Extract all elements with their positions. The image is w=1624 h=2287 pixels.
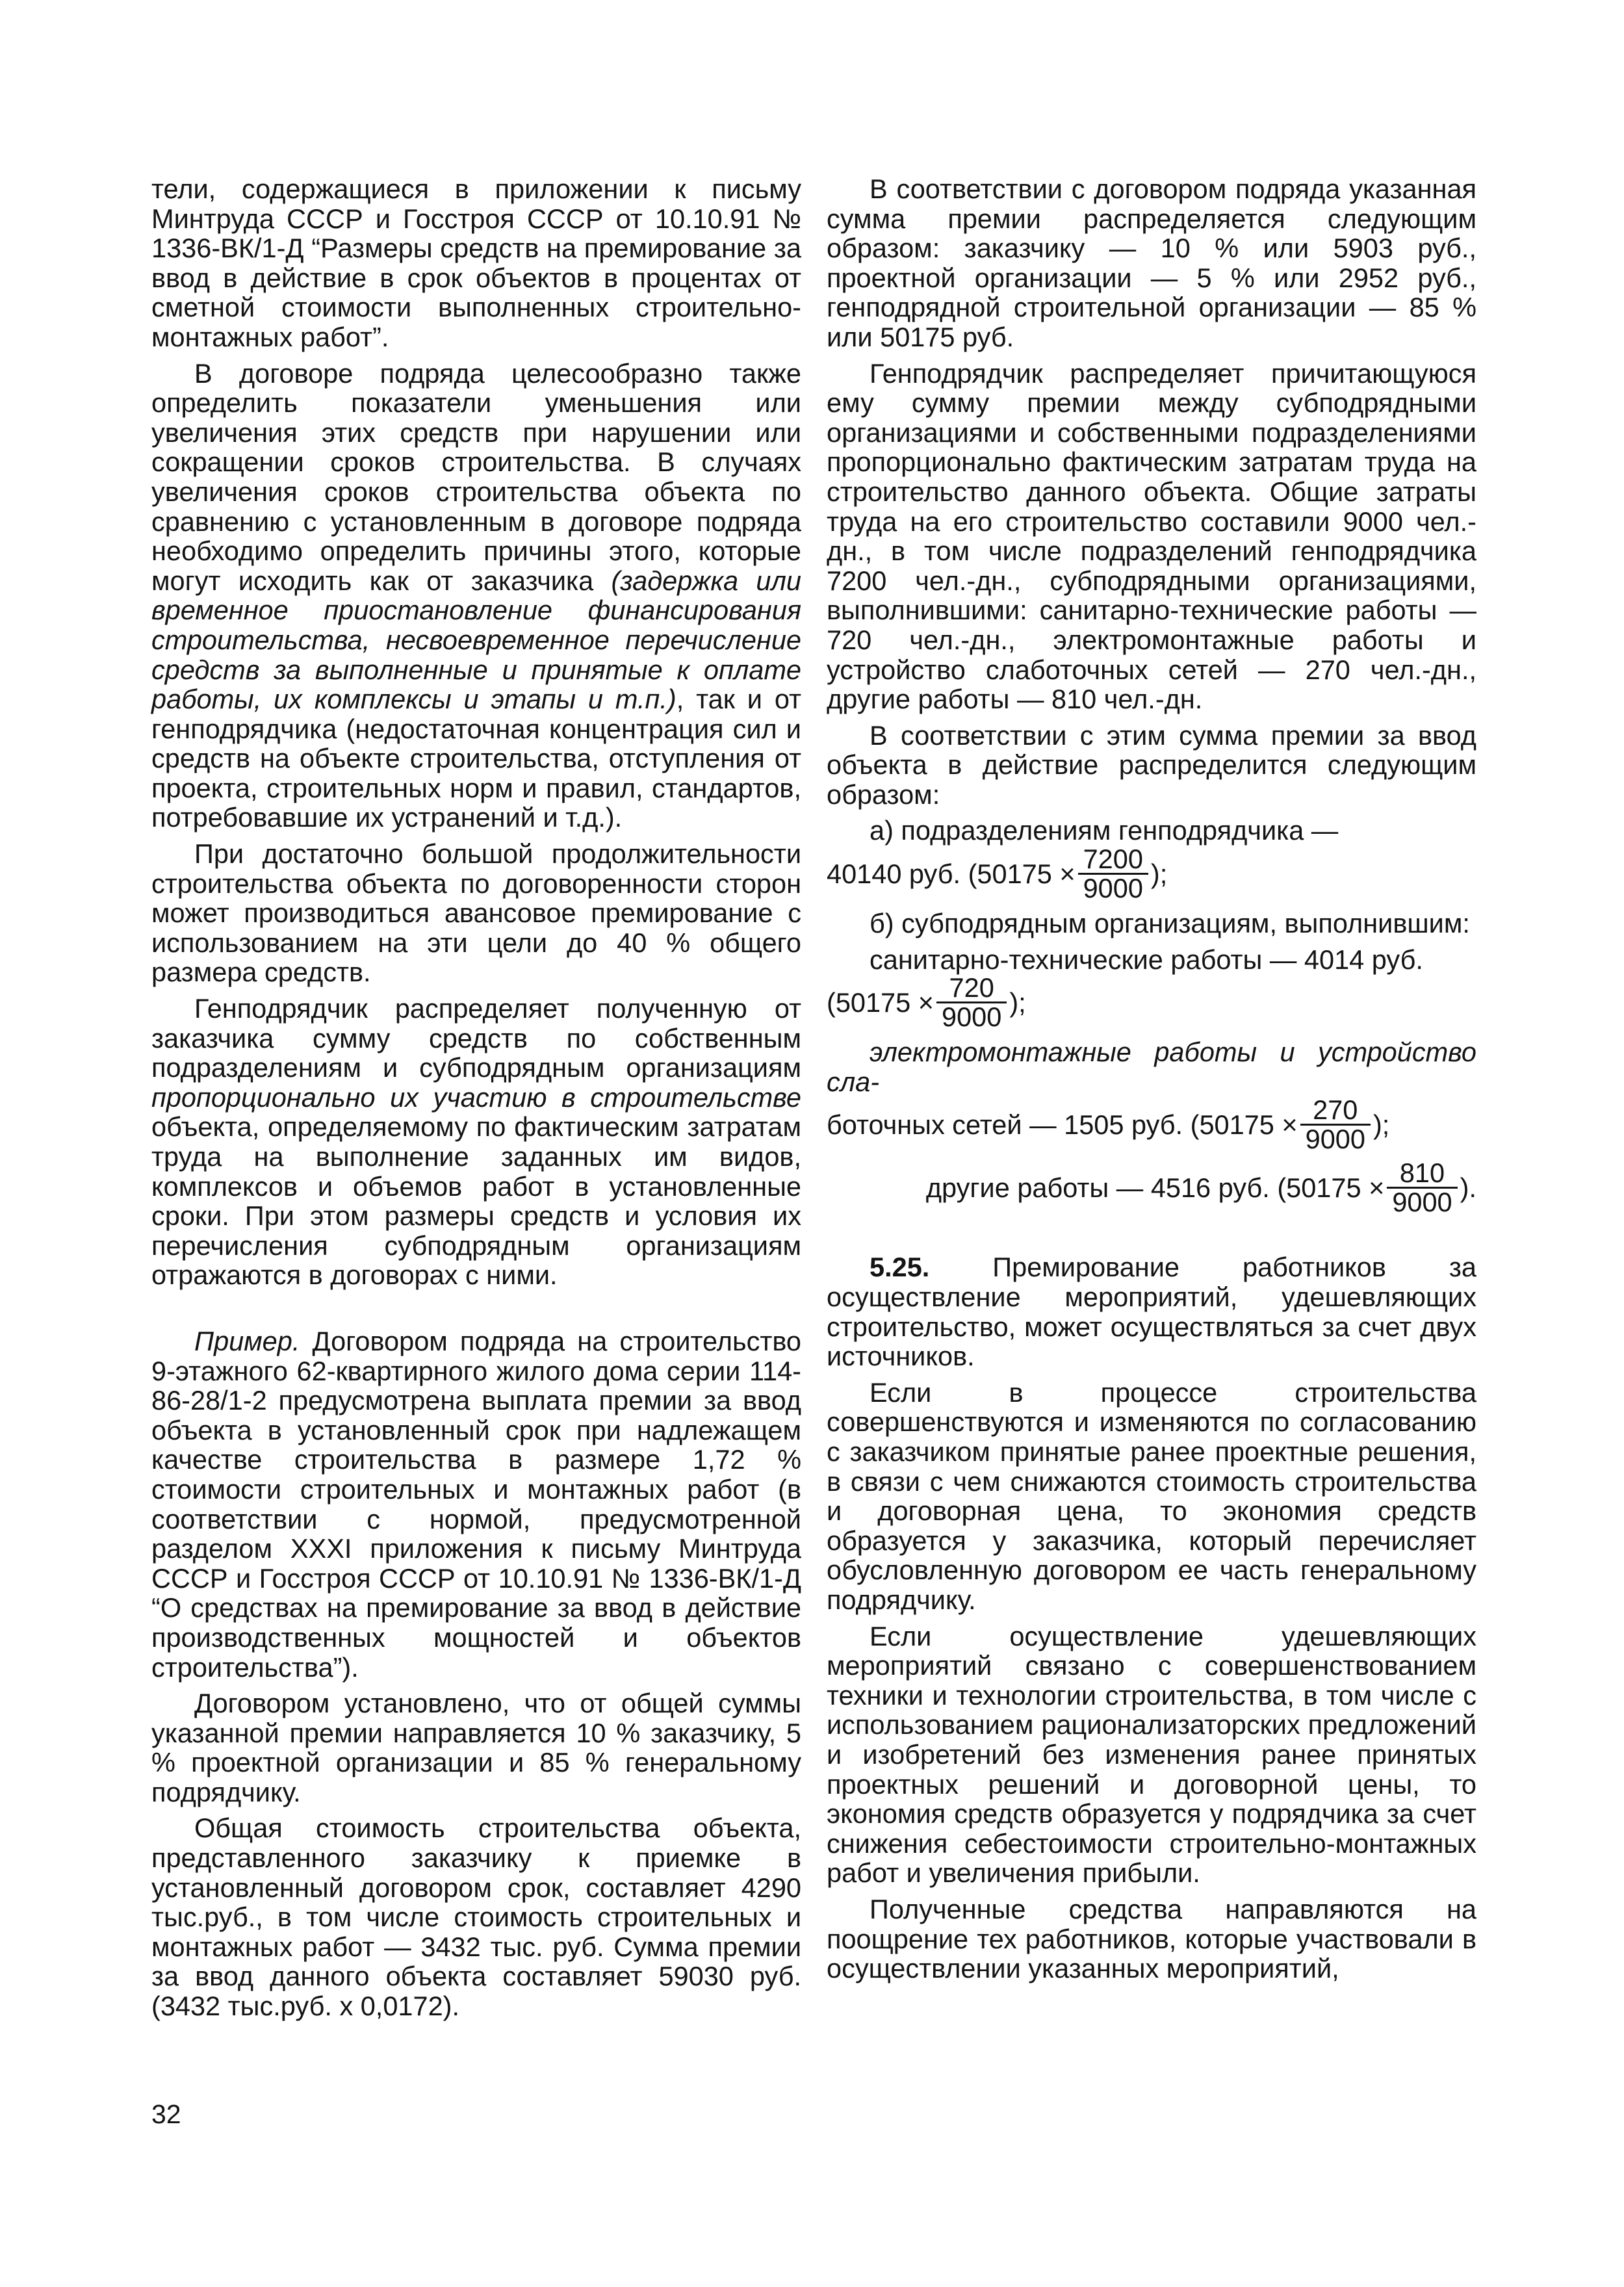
fraction-numerator: 7200 <box>1078 846 1148 875</box>
text-run: , так и от генподрядчика (недостаточная концентрация сил и средств на объекте строительства, отступления от проекта, строительных норм и правил, стандартов, потребовавшие их устранений и т.д.). <box>151 684 801 833</box>
paragraph: тели, содержащиеся в приложении к письму Минтруда СССР и Госстроя СССР от 10.10.91 № 1336-ВК/1-Д “Размеры средств на премирование за ввод в действие в срок объектов в процентах от сметной стоимости выполненных строительно-монтажных работ”. <box>151 174 801 352</box>
fraction <box>1078 846 1148 902</box>
text-run: Генподрядчик распределяет полученную от заказчика сумму средств по собственным подразделениям и субподрядным организациям <box>151 993 801 1083</box>
paragraph: Полученные средства направляются на поощрение тех работников, которые участвовали в осуществлении указанных мероприятий, <box>827 1893 1476 1984</box>
fraction-denominator: 9000 <box>1305 1124 1365 1155</box>
formula-el <box>827 1096 1476 1153</box>
fraction-denominator: 9000 <box>1392 1187 1452 1218</box>
paragraph: Договором установлено, что от общей суммы указанной премии направляется 10 % заказчику, 5 % проектной организации и 85 % генеральному подрядчику. <box>151 1688 801 1807</box>
formula-intro: санитарно-технические работы — 4014 руб. <box>870 944 1423 975</box>
left-column <box>151 174 801 2021</box>
formula-intro: а) подразделениям генподрядчика — <box>870 815 1339 846</box>
formula-text: ); <box>1150 858 1168 889</box>
text-run: Премирование работников за осуществление мероприятий, удешевляющих строительство, может осуществляться за счет двух источников. <box>827 1252 1476 1372</box>
fraction <box>1387 1159 1457 1216</box>
formula-text: ); <box>1373 1109 1390 1141</box>
formula-a <box>827 846 1476 902</box>
formula-text: 40140 руб. (50175 × <box>827 858 1076 889</box>
italic-text: пропорционально их участию в строительстве <box>151 1081 801 1113</box>
paragraph: б) субподрядным организациям, выполнившим: <box>870 908 1470 939</box>
section-paragraph <box>827 1252 1476 1371</box>
section-number: 5.25. <box>870 1252 930 1283</box>
paragraph: Если осуществление удешевляющих мероприятий связано с совершенствованием техники и технологии строительства, в том числе с использованием рационализаторских предложений и изобретений без изменения ранее принятых проектных решений и договорной цены, то экономия средств образуется у подрядчика за счет снижения себестоимости строительно-монтажных работ и увеличения прибыли. <box>827 1620 1476 1889</box>
formula-san <box>827 974 1476 1031</box>
example-label: Пример. <box>194 1325 300 1356</box>
formula-text: ); <box>1009 987 1026 1018</box>
paragraph: В соответствии с этим сумма премии за ввод объекта в действие распределится следующим образом: <box>827 719 1476 810</box>
paragraph: В соответствии с договором подряда указанная сумма премии распределяется следующим образом: заказчику — 10 % или 5903 руб., проектной организации — 5 % или 2952 руб., генподрядной строительной организации — 85 % или 50175 руб. <box>827 174 1476 352</box>
page-number: 32 <box>151 2099 181 2129</box>
formula-intro: электромонтажные работы и устройство сла- <box>827 1037 1476 1097</box>
paragraph <box>151 359 801 833</box>
fraction-denominator: 9000 <box>1083 873 1143 904</box>
italic-text: (задержка или временное приостановление финансирования строительства, несвоевременное перечисление средств за выполненные и принятые к оплате работы, их комплексы и этапы и т.п.) <box>151 565 801 715</box>
formula-text: ). <box>1460 1172 1476 1204</box>
text-run: объекта, определяемому по фактическим затратам труда на выполнение заданных им видов, комплексов и объемов работ в установленные сроки. При этом размеры средств и условия их перечисления субподрядным организациям отражаются в договорах с ними. <box>151 1111 801 1291</box>
paragraph <box>151 994 801 1290</box>
paragraph: Генподрядчик распределяет причитающуюся ему сумму премии между субподрядными организациями и собственными подразделениями пропорционально фактическим затратам труда на строительство данного объекта. Общие затраты труда на его строительство составили 9000 чел.-дн., в том числе подразделений генподрядчика 7200 чел.-дн., субподрядными организациями, выполнившими: санитарно-технические работы — 720 чел.-дн., электромонтажные работы и устройство слаботочных сетей — 270 чел.-дн., другие работы — 810 чел.-дн. <box>827 357 1476 715</box>
text-run: Договором подряда на строительство 9-этажного 62-квартирного жилого дома серии 114-86-28/1-2 предусмотрена выплата премии за ввод объекта в установленный срок при надлежащем качестве строительства в размере 1,72 % стоимости строительных и монтажных работ (в соответствии с нормой, предусмотренной разделом XXXI приложения к письму Минтруда СССР и Госстроя СССР от 10.10.91 № 1336-ВК/1-Д “О средствах на премирование за ввод в действие производственных мощностей и объектов строительства”). <box>151 1325 801 1683</box>
example-paragraph <box>151 1326 801 1682</box>
right-column <box>827 174 1476 1983</box>
paragraph: При достаточно большой продолжительности строительства объекта по договоренности сторон может производиться авансовое премирование с использованием на эти цели до 40 % общего размера средств. <box>151 838 801 988</box>
paragraph: Если в процессе строительства совершенствуются и изменяются по согласованию с заказчиком принятые ранее проектные решения, в связи с чем снижаются стоимость строительства и договорная цена, то экономия средств образуется у заказчика, который перечисляет обусловленную договором ее часть генеральному подрядчику. <box>827 1376 1476 1615</box>
formula-oth <box>827 1159 1476 1216</box>
text-run: В договоре подряда целесообразно также определить показатели уменьшения или увеличения этих средств при нарушении или сокращении сроков строительства. В случаях увеличения сроков строительства объекта по сравнению с установленным в договоре подряда необходимо определить причины этого, которые могут исходить как от заказчика <box>151 357 801 596</box>
paragraph: Общая стоимость строительства объекта, представленного заказчику к приемке в установленный договором срок, составляет 4290 тыс.руб., в том числе стоимость строительных и монтажных работ — 3432 тыс. руб. Сумма премии за ввод данного объекта составляет 59030 руб.(3432 тыс.руб. х 0,0172). <box>151 1813 801 2022</box>
formula-text: (50175 × <box>827 987 934 1018</box>
fraction-numerator: 810 <box>1387 1159 1457 1189</box>
fraction <box>936 974 1007 1031</box>
formula-text: другие работы — 4516 руб. (50175 × <box>925 1172 1385 1204</box>
fraction-numerator: 720 <box>936 974 1007 1003</box>
fraction <box>1300 1096 1371 1153</box>
formula-text: боточных сетей — 1505 руб. (50175 × <box>827 1109 1298 1141</box>
fraction-numerator: 270 <box>1300 1096 1371 1126</box>
fraction-denominator: 9000 <box>942 1001 1002 1033</box>
